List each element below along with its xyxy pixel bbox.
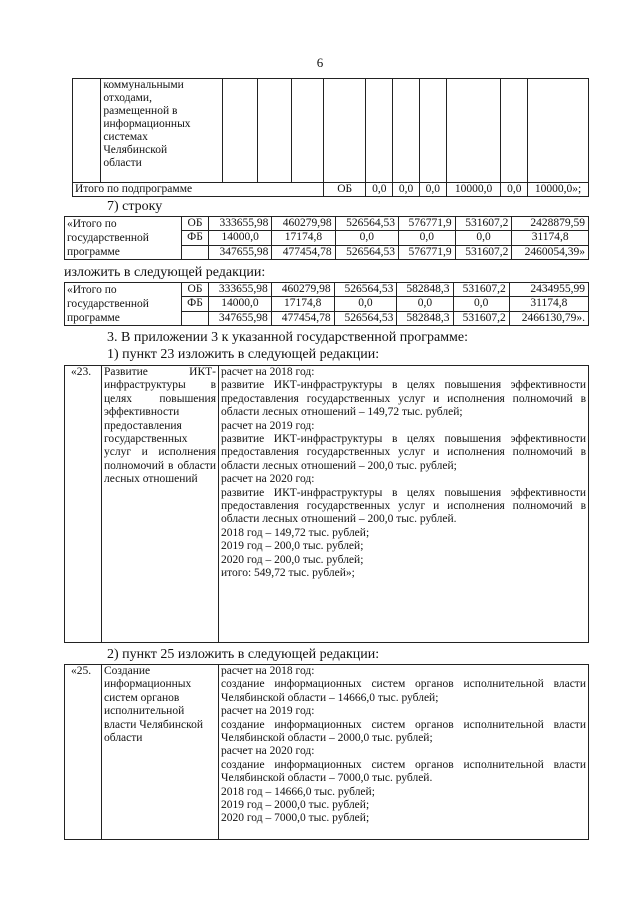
- new-totals-table: «Итого по государственной программе ОБ 333655,98 460279,98 526564,53 582848,3 531607,2 2434955,99 ФБ 14000,0 17174,8 0,0 0,0 0,0 31174,8 347655,98 477454,78 526564,53 582848,3 531607,2 2466130,79».: [64, 282, 589, 326]
- item-25-table: [64, 664, 589, 840]
- subprogram-table: [72, 78, 589, 197]
- item-1: 1) пункт 23 изложить в следующей редакции:: [107, 347, 380, 362]
- item-2: 2) пункт 25 изложить в следующей редакции:: [107, 647, 380, 662]
- item-25-name: Создание информационных систем органов исполнительной власти Челябинской области: [102, 665, 219, 840]
- item-25-calc: расчет на 2018 год: создание информационных систем органов исполнительной власти Челябинской области – 14666,0 тыс. рублей; расчет на 2019 год: создание информационных систем органов исполнительной власти Челябинской области – 2000,0 тыс. рублей; расчет на 2020 год: создание информационных систем органов исполнительной власти Челябинской области – 7000,0 тыс. рублей. 2018 год – 14666,0 тыс. рублей; 2019 год – 2000,0 тыс. рублей; 2020 год – 7000,0 тыс. рублей;: [219, 665, 589, 840]
- item-23-calc: расчет на 2018 год: развитие ИКТ-инфраструктуры в целях повышения эффективности предоставления государственных услуг и исполнения полномочий в области лесных отношений – 149,72 тыс. рублей; расчет на 2019 год: развитие ИКТ-инфраструктуры в целях повышения эффективности предоставления государственных услуг и исполнения полномочий в области лесных отношений – 200,0 тыс. рублей; расчет на 2020 год: развитие ИКТ-инфраструктуры в целях повышения эффективности предоставления государственных услуг и исполнения полномочий в области лесных отношений – 200,0 тыс. рублей. 2018 год – 149,72 тыс. рублей; 2019 год – 200,0 тыс. рублей; 2020 год – 200,0 тыс. рублей; итого: 549,72 тыс. рублей»;: [219, 366, 589, 643]
- page-number: 6: [316, 55, 324, 70]
- item-7: 7) строку: [107, 199, 163, 214]
- item-23-name: Развитие ИКТ-инфраструктуры в целях повышения эффективности предоставления государственных услуг и исполнения полномочий в области лесных отношений: [102, 366, 219, 643]
- old-totals-table: «Итого по государственной программе ОБ 333655,98 460279,98 526564,53 576771,9 531607,2 2428879,59 ФБ 14000,0 17174,8 0,0 0,0 0,0 31174,8 347655,98 477454,78 526564,53 576771,9 531607,2 2460054,39»: [64, 216, 589, 260]
- waste-info-cell: коммунальными отходами, размещенной в информационных системах Челябинской области: [101, 79, 223, 183]
- item-25-number: «25.: [65, 665, 102, 840]
- item-23-table: [64, 365, 589, 643]
- subprogram-total-row: Итого по подпрограмме ОБ 0,0 0,0 0,0 10000,0 0,0 10000,0»;: [73, 183, 589, 197]
- replace-text: изложить в следующей редакции:: [64, 265, 266, 280]
- item-23-number: «23.: [65, 366, 102, 643]
- section-3-heading: 3. В приложении 3 к указанной государственной программе:: [107, 330, 469, 345]
